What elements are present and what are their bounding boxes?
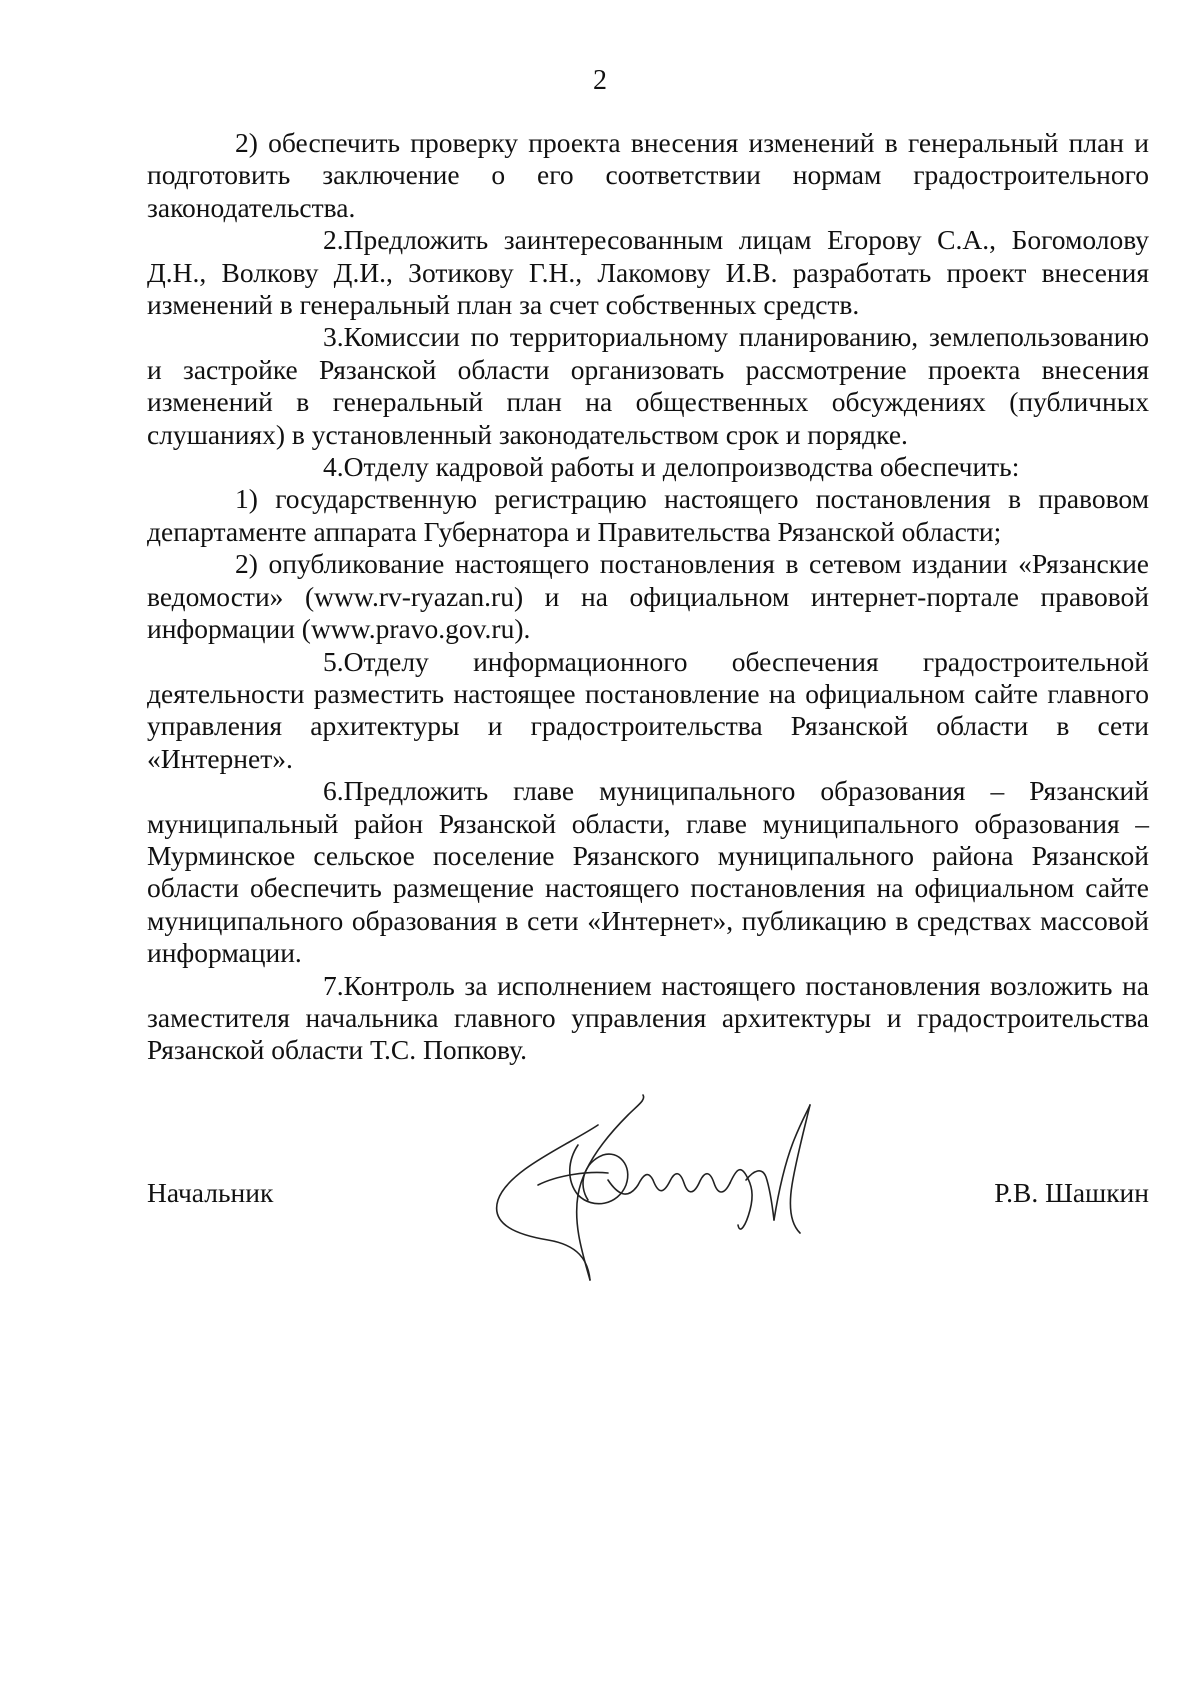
paragraph-text: Комиссии по территориальному планированию, землепользованию и застройке Рязанской области организовать рассмотрение проекта внесения изменений в генеральный план на общественных обсуждениях (публичных слушаниях) в установленный законодательством срок и порядке. xyxy=(147,321,1149,450)
paragraph-4-1 xyxy=(147,483,1149,548)
signature-block xyxy=(147,1176,1149,1216)
paragraph-text: Предложить заинтересованным лицам Егорову С.А., Богомолову Д.Н., Волкову Д.И., Зотикову Г.Н., Лакомову И.В. разработать проект внесения изменений в генеральный план за счет собственных средств. xyxy=(147,224,1149,321)
paragraph-4 xyxy=(147,451,1149,483)
paragraph-text: Отделу кадровой работы и делопроизводства обеспечить: xyxy=(343,451,1020,483)
paragraph-7 xyxy=(147,970,1149,1067)
paragraph-number: 5. xyxy=(323,645,344,677)
paragraph-4-2 xyxy=(147,548,1149,645)
paragraph-text: 2) опубликование настоящего постановления в сетевом издании «Рязанские ведомости» (www.rv-ryazan.ru) и на официальном интернет-портале правовой информации (www.pravo.gov.ru). xyxy=(147,548,1149,645)
paragraph-text: Контроль за исполнением настоящего постановления возложить на заместителя начальника главного управления архитектуры и градостроительства Рязанской области Т.С. Попкову. xyxy=(147,969,1149,1066)
paragraph-3 xyxy=(147,321,1149,451)
paragraph-number: 6. xyxy=(323,775,344,807)
paragraph-item-1-2 xyxy=(147,127,1149,224)
paragraph-number: 2. xyxy=(323,224,344,256)
paragraph-6 xyxy=(147,775,1149,969)
paragraph-text: 2) обеспечить проверку проекта внесения изменений в генеральный план и подготовить заключение о его соответствии нормам градостроительного законодательства. xyxy=(147,127,1149,223)
paragraph-2 xyxy=(147,224,1149,321)
signatory-name: Р.В. Шашкин xyxy=(994,1177,1149,1208)
document-body xyxy=(147,127,1149,1067)
page-number: 2 xyxy=(593,65,607,96)
paragraph-text: Предложить главе муниципального образования – Рязанский муниципальный район Рязанской области, главе муниципального образования – Мурминское сельское поселение Рязанского муниципального района Рязанской области обеспечить размещение настоящего постановления на официальном сайте муниципального образования в сети «Интернет», публикацию в средствах массовой информации. xyxy=(147,775,1149,969)
paragraph-number: 4. xyxy=(323,451,344,483)
paragraph-text: 1) государственную регистрацию настоящего постановления в правовом департаменте аппарата Губернатора и Правительства Рязанской области; xyxy=(147,483,1149,547)
paragraph-number: 7. xyxy=(323,969,344,1001)
signatory-title: Начальник xyxy=(147,1177,274,1208)
paragraph-5 xyxy=(147,646,1149,776)
paragraph-number: 3. xyxy=(323,321,344,353)
paragraph-text: Отделу информационного обеспечения градостроительной деятельности разместить настоящее постановление на официальном сайте главного управления архитектуры и градостроительства Рязанской области в сети «Интернет». xyxy=(147,645,1149,774)
